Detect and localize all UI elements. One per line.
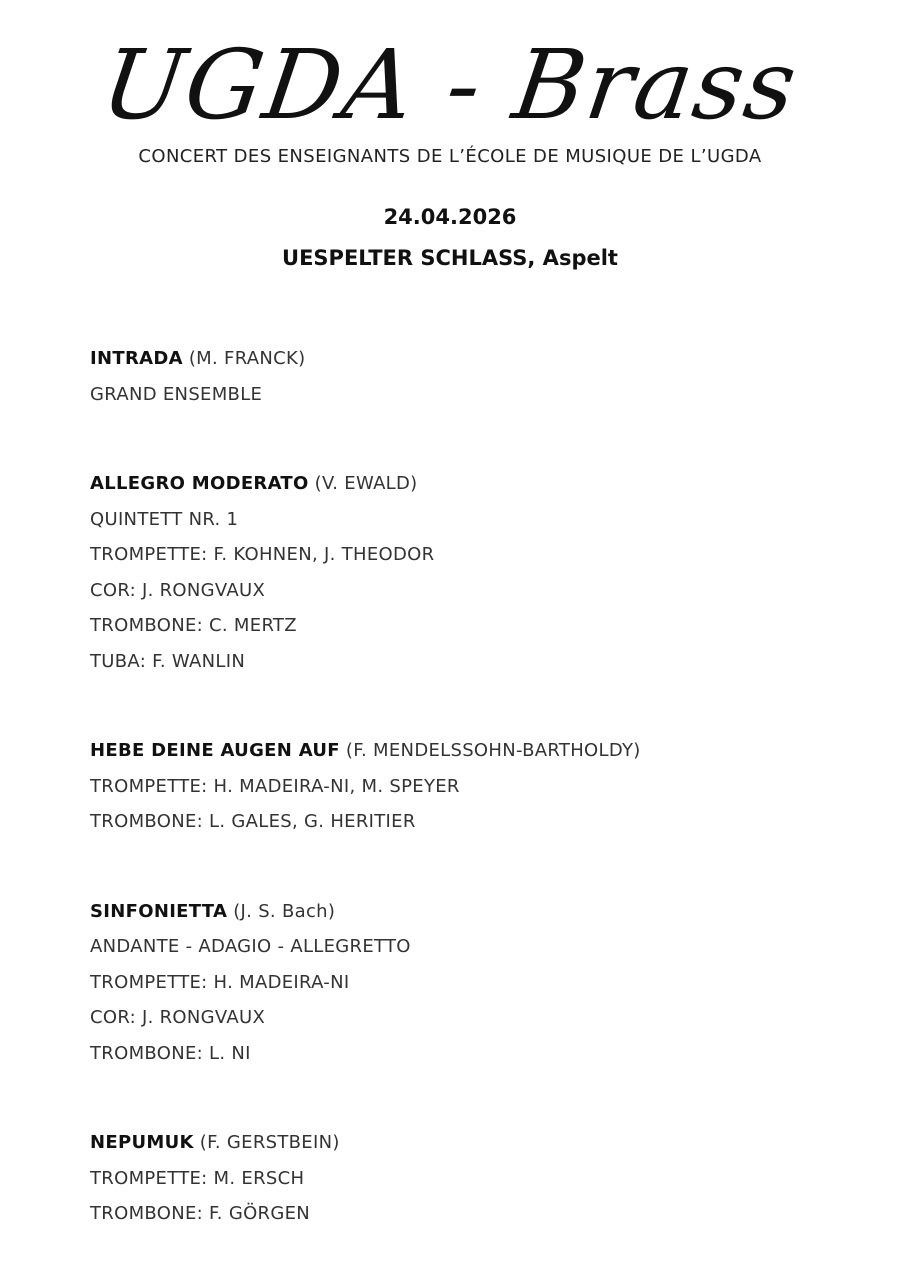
piece-detail: GRAND ENSEMBLE bbox=[90, 383, 263, 405]
piece-heading bbox=[90, 341, 850, 377]
piece-detail: TROMPETTE: M. ERSCH bbox=[90, 1167, 305, 1189]
program-piece bbox=[90, 894, 850, 1072]
piece-detail: TROMPETTE: F. KOHNEN, J. THEODOR bbox=[90, 544, 435, 565]
piece-heading bbox=[90, 466, 850, 502]
concert-date: 24.04.2026 bbox=[383, 205, 517, 229]
page-subtitle: CONCERT DES ENSEIGNANTS DE L’ÉCOLE DE MUSIQUE DE L’UGDA bbox=[138, 146, 762, 167]
program-piece bbox=[90, 466, 850, 679]
piece-detail: TROMPETTE: H. MADEIRA-NI, M. SPEYER bbox=[90, 775, 460, 797]
piece-detail: QUINTETT NR. 1 bbox=[90, 508, 239, 530]
piece-detail: TROMBONE: L. NI bbox=[90, 1042, 251, 1064]
program-piece bbox=[90, 1125, 850, 1232]
piece-detail: TROMBONE: L. GALES, G. HERITIER bbox=[90, 811, 416, 832]
program-piece bbox=[90, 341, 850, 412]
piece-composer: (M. FRANCK) bbox=[188, 348, 306, 369]
piece-heading bbox=[90, 733, 850, 769]
piece-composer: (V. EWALD) bbox=[314, 473, 418, 494]
piece-composer: (F. MENDELSSOHN-BARTHOLDY) bbox=[345, 740, 641, 761]
piece-title: NEPUMUK bbox=[90, 1132, 194, 1153]
piece-heading bbox=[90, 894, 850, 930]
piece-composer: (F. GERSTBEIN) bbox=[199, 1132, 340, 1153]
piece-detail: TUBA: F. WANLIN bbox=[90, 650, 246, 672]
piece-title: INTRADA bbox=[90, 348, 183, 369]
piece-detail: TROMBONE: C. MERTZ bbox=[90, 615, 297, 636]
piece-title: SINFONIETTA bbox=[90, 900, 228, 922]
page-title: UGDA - Brass bbox=[95, 29, 805, 141]
concert-venue: UESPELTER SCHLASS, Aspelt bbox=[282, 246, 618, 270]
piece-detail: ANDANTE - ADAGIO - ALLEGRETTO bbox=[90, 936, 411, 957]
piece-detail: TROMPETTE: H. MADEIRA-NI bbox=[90, 971, 350, 993]
piece-detail: COR: J. RONGVAUX bbox=[90, 1007, 266, 1028]
piece-title: ALLEGRO MODERATO bbox=[90, 473, 309, 494]
program-piece bbox=[90, 733, 850, 840]
piece-title: HEBE DEINE AUGEN AUF bbox=[90, 740, 340, 761]
piece-detail: TROMBONE: F. GÖRGEN bbox=[90, 1203, 311, 1224]
piece-heading bbox=[90, 1125, 850, 1161]
piece-composer: (J. S. Bach) bbox=[233, 900, 336, 922]
program-list bbox=[90, 341, 850, 1286]
piece-detail: COR: J. RONGVAUX bbox=[90, 579, 266, 601]
